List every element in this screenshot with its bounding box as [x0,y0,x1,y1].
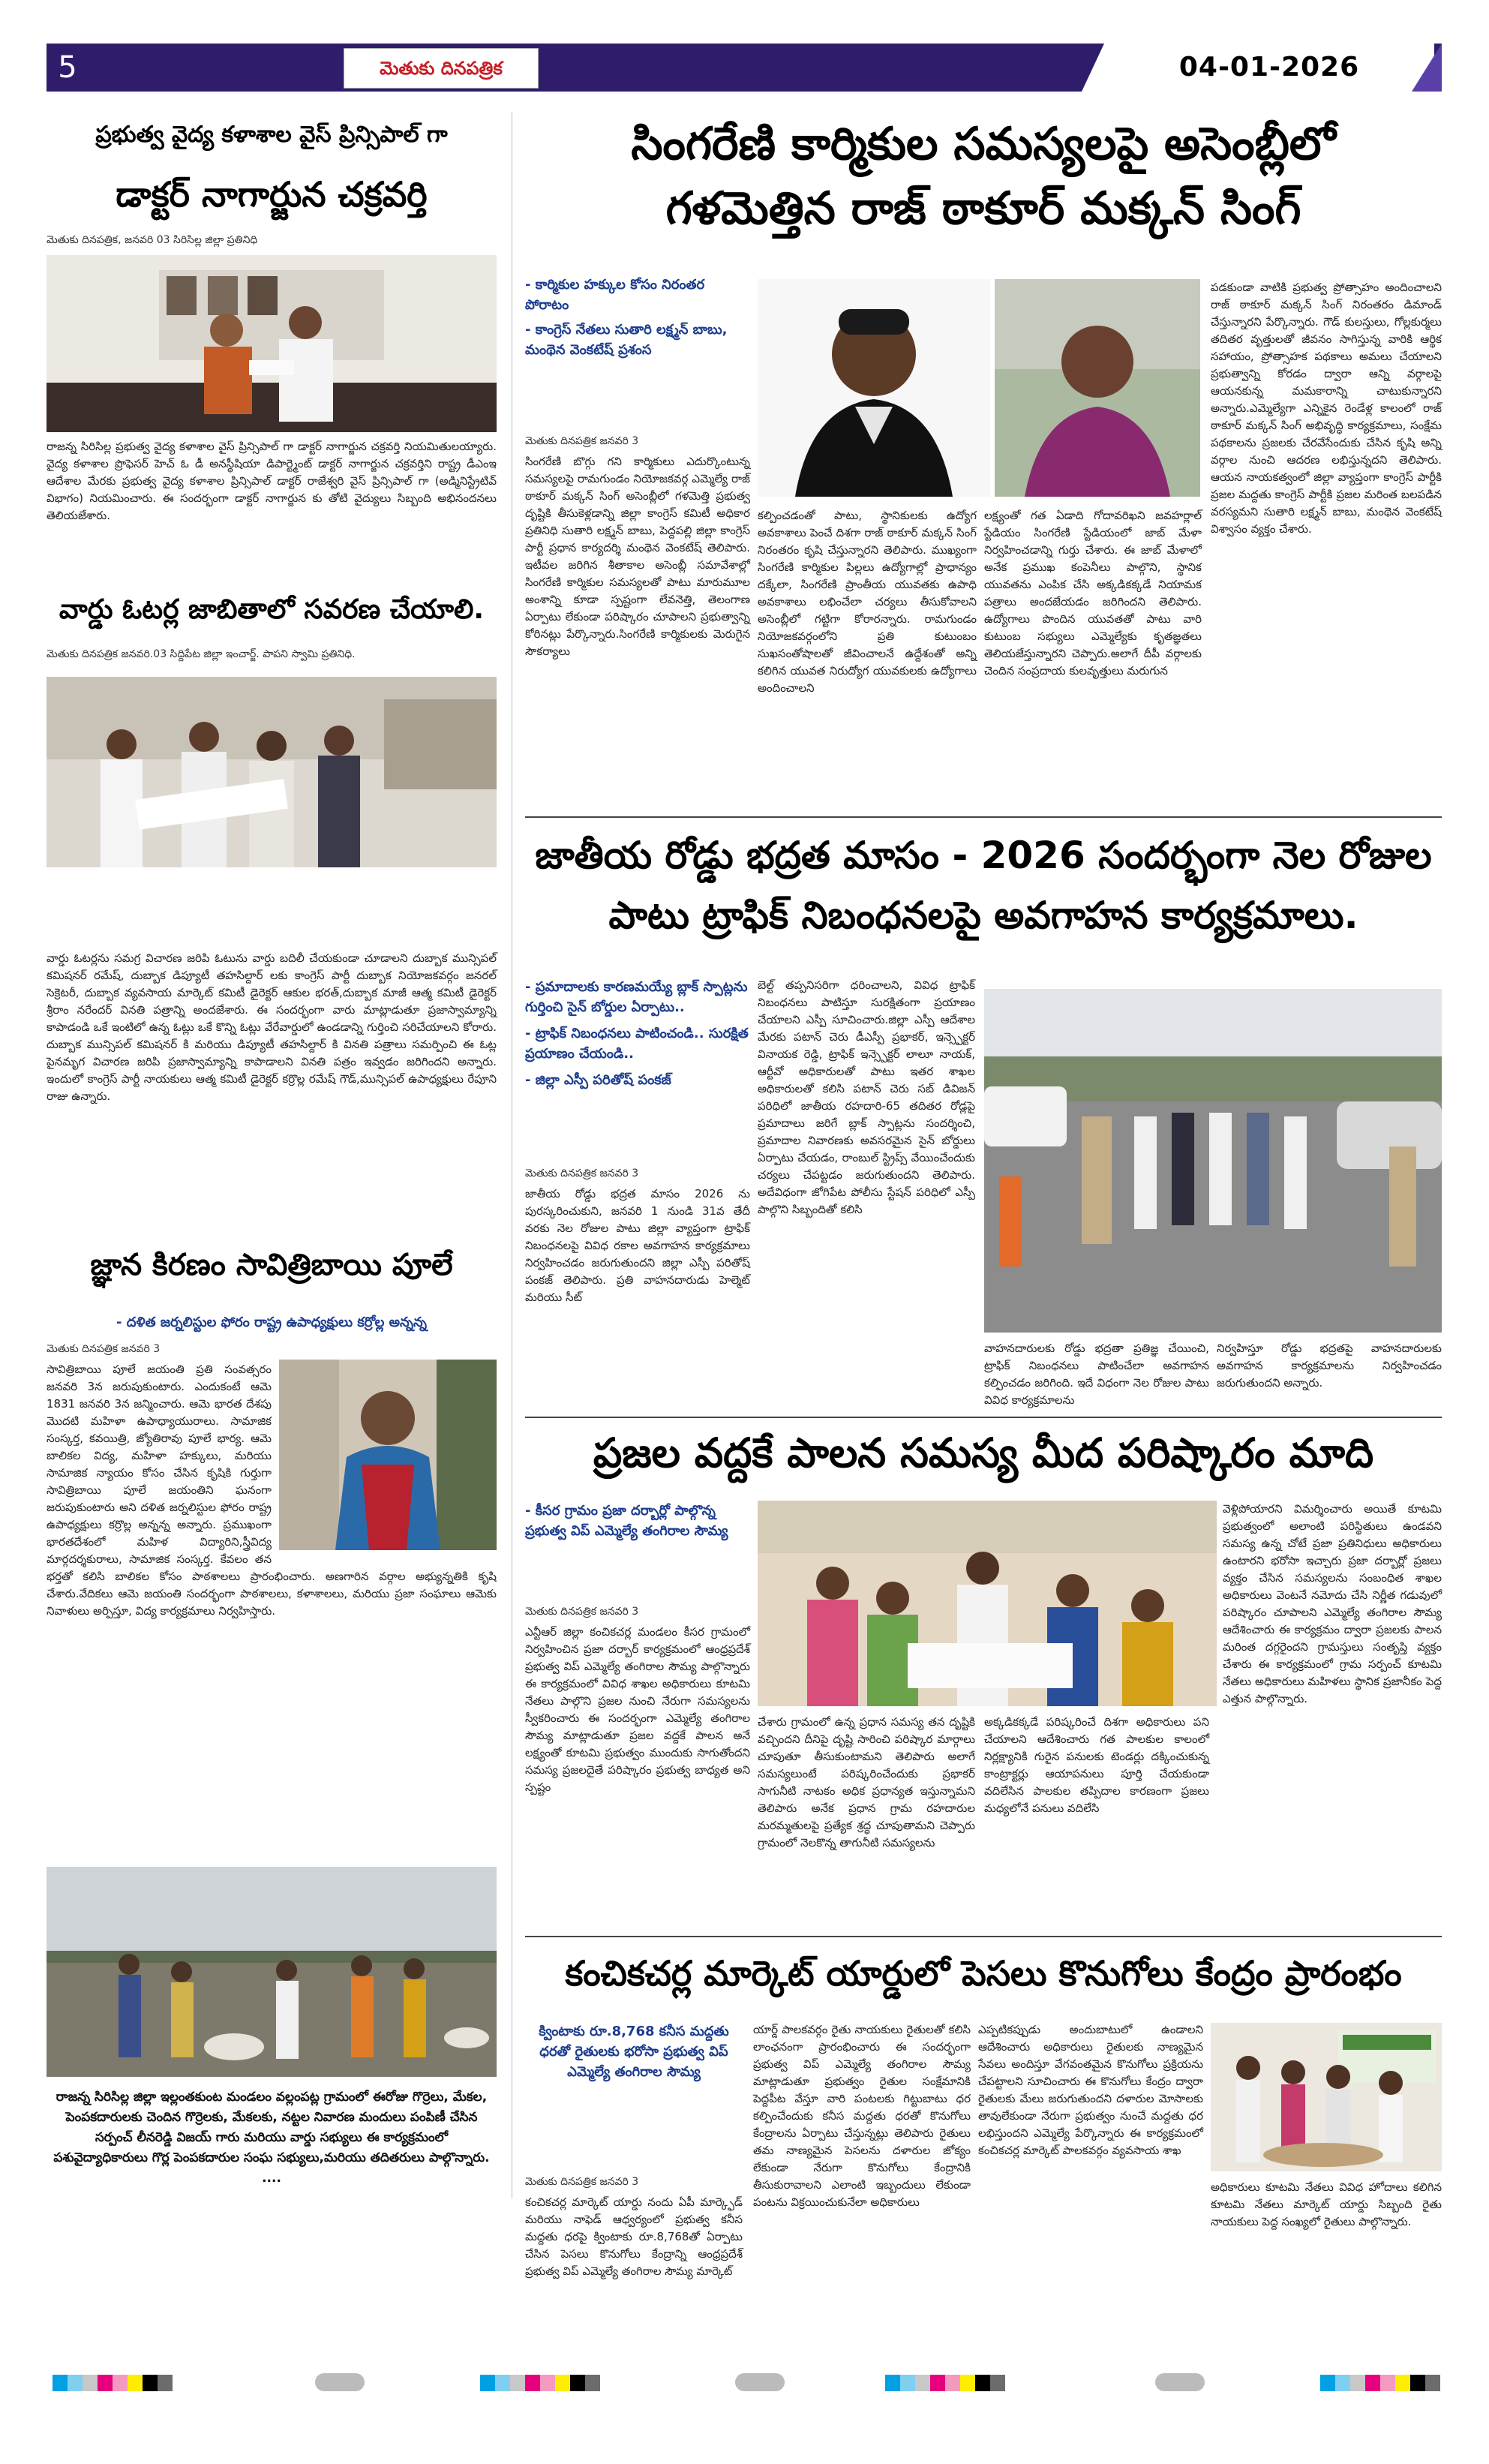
color-swatch [53,2375,68,2391]
road-col4: నిర్వహిస్తూ రోడ్డు భద్రతపై వాహనదారులకు అవగాహన కార్యక్రమాలను నిర్వహించడం జరుగుతుందని అన్నారు. [1217,1342,1442,1390]
palana-col4: వెళ్లిపోయారని విమర్శించారు అయితే కూటమి ప్రభుత్వంలో అలాంటి పరిస్థితులు ఉండవని సమస్య ఉన్న చోటే ప్రజా ప్రతినిధులు అధికారులు ఉంటారని భరోసా ఇచ్చారు ప్రజా దర్బార్లో ప్రజలు వ్యక్తం చేసిన సమస్యలను సంబంధిత శాఖల అధికారులు వెంటనే నమోదు చేసి నిర్ణీత గడువులో పరిష్కారం చూపాలని ఎమ్మెల్యే తంగిరాల సౌమ్య ఆదేశించారు ఈ కార్యక్రమం ద్వారా ప్రజలకు పాలన మరింత దగ్గరైందని గ్రామస్తులు సంతృప్తి వ్యక్తం చేశారు ఈ కార్యక్రమంలో గ్రామ సర్పంచ్ కూటమి నేతలు అధికారులు మహిళలు స్థానిక ప్రజానీకం పెద్ద ఎత్తున పాల్గొన్నారు. [1223,1502,1442,1705]
color-swatch [68,2375,83,2391]
road-col1: జాతీయ రోడ్డు భద్రత మాసం 2026 ను పురస్కరించుకుని, జనవరి 1 నుండి 31వ తేదీ వరకు నెల రోజుల పాటు జిల్లా వ్యాప్తంగా ట్రాఫిక్ నిబంధనలపై వివిధ రకాల అవగాహన కార్యక్రమాలు నిర్వహించడం జరుగుతుందని జిల్లా ఎస్పీ పరితోష్ పంకజ్ తెలిపారు. ప్రతి వాహనదారుడు హెల్మెట్ మరియు సీట్ [525,1187,750,1304]
color-swatch [83,2375,98,2391]
color-swatch [1380,2375,1395,2391]
road-photo [984,989,1442,1333]
palana-dateline: మెతుకు దినపత్రిక జనవరి 3 [525,1606,639,1618]
savitribai-photo-spacer [272,1361,497,1558]
market-bullets [525,2021,743,2082]
color-swatch [975,2375,990,2391]
singareni-photo-leader-illustration [995,279,1200,497]
color-swatch [128,2375,143,2391]
vp-headline-line1: ప్రభుత్వ వైద్య కళాశాల వైస్ ప్రిన్సిపాల్ గా [95,122,448,148]
singareni-headline-line2: గళమెత్తిన రాజ్ ఠాకూర్ మక్కన్ సింగ్ [665,182,1301,235]
section-rule-3 [525,1936,1442,1937]
singareni-bullets [525,275,750,360]
palana-col2: చేశారు గ్రామంలో ఉన్న ప్రధాన సమస్య తన దృష్టికి వచ్చిందని దీనిపై దృష్టి సారించి పరిష్కార మార్గాలు చూపుతూ తీసుకుంటామని తెలిపారు అలాగే సమస్యలుంటే పరిష్కరించేందుకు ప్రభాకర్ సాగునీటి నాటకం అధిక ప్రధాన్యత ఇస్తున్నామని తెలిపారు అనేక ప్రధాన గ్రామ రహదారుల మరమ్మతులపై ప్రత్యేక శ్రద్ధ చూపుతామని చెప్పారు గ్రామంలో నెలకొన్న తాగునీటి సమస్యలను [758,1715,975,1850]
market-col3: ఎప్పటికప్పుడు అందుబాటులో ఉండాలని ఆదేశించారు అధికారులు రైతులకు నాణ్యమైన సేవలు అందిస్తూ వేగవంతమైన కొనుగోలు ప్రక్రియను చేపట్టాలని సూచించారు ఈ కొనుగోలు కేంద్రం ద్వారా రైతులకు మేలు జరుగుతుందని దళారుల మోసాలకు తావులేకుండా నేరుగా ప్రభుత్వం నుంచే మద్దతు ధర లభిస్తుందని ఎమ్మెల్యే పేర్కొన్నారు ఈ కార్యక్రమంలో కంచికచర్ల మార్కెట్ పాలకవర్గం వ్యవసాయ శాఖ [978,2023,1203,2157]
road-bullet-2: - ట్రాఫిక్ నిబంధనలు పాటించండి.. సురక్షిత ప్రయాణం చేయండి.. [525,1026,749,1062]
palana-col3: అక్కడికక్కడే పరిష్కరించే దిశగా అధికారులు పని చేయాలని ఆదేశించారు గత పాలకుల కాలంలో నిర్లక్ష్యానికి గురైన పనులకు టెండర్లు దక్కించుకున్న కాంట్రాక్టర్లు ఆయాపనులు పూర్తి చేయకుండా వదిలేసిన పాలకుల తప్పిదాల కారణంగా ప్రజలు మధ్యలోనే పనులు వదిలేసి [984,1715,1209,1815]
singareni-col2: కల్పించడంతో పాటు, స్థానికులకు ఉద్యోగ అవకాశాలు పెంచే దిశగా రాజ్ ఠాకూర్ మక్కన్ సింగ్ నిరంతరం కృషి చేస్తున్నారని తెలిపారు. ముఖ్యంగా సింగరేణి కార్మికుల పిల్లలు ఉద్యోగాల్లో ప్రాధాన్యం దక్కేలా, సింగరేణి ప్రాంతీయ యువతకు ఉపాధి అవకాశాలు లభించేలా చర్యలు తీసుకోవాలని అసెంబ్లీలో గట్టిగా కోరారన్నారు. రామగుండం నియోజకవర్గంలోని ప్రతి కుటుంబం సుఖసంతోషాలతో జీవించాలనే ఉద్దేశంతో అన్ని కలిగిన యువత నిరుద్యోగ యువకులకు ఉద్యోగాలు అందించాలని [758,509,977,695]
color-swatch [1320,2375,1335,2391]
ward-photo-illustration [47,677,497,867]
market-headline: కంచికచర్ల మార్కెట్ యార్డులో పెసలు కొనుగోలు కేంద్రం ప్రారంభం [565,1953,1402,1994]
paper-logo [344,48,539,89]
savitribai-headline: జ్ఞాన కిరణం సావిత్రిబాయి పూలే [90,1248,453,1282]
paper-name: మెతుకు దినపత్రిక [380,58,503,79]
ward-photo [47,677,497,867]
singareni-headline-line1: సింగరేణి కార్మికుల సమస్యలపై అసెంబ్లీలో [631,118,1336,170]
palana-photo-illustration [758,1501,1217,1706]
palana-bullet-1: - కీసర గ్రామం ప్రజా దర్బార్లో పాల్గొన్న ప్రభుత్వ విప్ ఎమ్మెల్యే తంగిరాల సౌమ్య [525,1503,728,1539]
market-bullet-1: క్వింటాకు రూ.8,768 కనీస మద్దతు ధరతో రైతులకు భరోసా ప్రభుత్వ విప్ ఎమ్మెల్యే తంగిరాల సౌమ్య [539,2024,729,2080]
singareni-col4: పడకుండా వాటికి ప్రభుత్వ ప్రోత్సాహం అందించాలని రాజ్ ఠాకూర్ మక్కన్ సింగ్ నిరంతరం డిమాండ్ చేస్తున్నారని పేర్కొన్నారు. గౌడ్ కులస్తులు, గోల్లకుర్మలు తదితర వృత్తులతో జీవనం సాగిస్తున్న వారికి ఆర్థిక సహాయం, ప్రోత్సాహక పథకాలు అమలు చేయాలని ప్రభుత్వాన్ని కోరడం ద్వారా ఆన్ని వర్గాలపై ఆయనకున్న మమకారాన్ని చాటుకున్నారని అన్నారు.ఎమ్మెల్యేగా ఎన్నికైన రెండేళ్ల కాలంలో రాజ్ ఠాకూర్ మక్కన్ సింగ్ అభివృద్ధి కార్యక్రమాలు, సంక్షేమ పథకాలను ప్రజలకు చేరవేసేందుకు చేసిన కృషి అన్ని వర్గాల నుంచి ఆదరణ లభిస్తున్నదని తెలిపారు. ఆయన నాయకత్వంలో జిల్లా వ్యాప్తంగా కాంగ్రెస్ పార్టీకి ప్రజల మద్దతు కాంగ్రెస్ పార్టీకి ప్రజల మరింత బలపడిన వరస్యమని సుతారి లక్ష్మన్ బాబు, మంథెన వెంకటేష్ విశ్వాసం వ్యక్తం చేశారు. [1211,281,1442,536]
color-swatch [98,2375,113,2391]
road-col2: బెల్ట్ తప్పనిసరిగా ధరించాలని, వివిధ ట్రాఫిక్ నిబంధనలు పాటిస్తూ సురక్షితంగా ప్రయాణం చేయాలని ఎస్పీ సూచించారు.జిల్లా ఎస్పీ ఆదేశాల మేరకు పటాన్ చెరు డీఎస్పీ ప్రభాకర్, ఇన్స్పెక్టర్ వినాయక రెడ్డి, ట్రాఫిక్ ఇన్స్పెక్టర్ లాలూ నాయక్, ఆర్టీవో అధికారులతో పాటు ఇతర శాఖల అధికారులతో కలిసి పటాన్ చెరు సబ్ డివిజన్ పరిధిలో జాతీయ రహదారి-65 తదితర రోడ్లపై ప్రమాదాలు జరిగే బ్లాక్ స్పాట్లను సందర్శించి, ప్రమాదాల నివారణకు అవసరమైన సైన్ బోర్డులు ఏర్పాటు చేయడం, రాంబుల్ స్ట్రిప్స్ వేయించేందుకు చర్యలు చేపట్టడం జరుగుతుందని తెలిపారు. అదేవిధంగా జోగిపేట పోలీసు స్టేషన్ పరిధిలో ఎస్పీ పాల్గొని సిబ్బందితో కలిసి [758,978,975,1216]
market-field-photo-illustration [47,1867,497,2077]
color-swatch [555,2375,570,2391]
market-photo [1211,2023,1442,2171]
savitribai-body [47,1361,497,1871]
singareni-bullet-1: - కార్మికుల హక్కుల కోసం నిరంతర పోరాటం [525,277,705,313]
color-swatch [1425,2375,1440,2391]
road-photo-illustration [984,989,1442,1333]
palana-bullets [525,1501,750,1541]
singareni-col3: లక్ష్యంతో గత ఏడాది గోదావరిఖని జవహర్లాల్ స్టేడియం సింగరేణి స్టేడియంలో జాబ్ మేళా నిర్వహించడాన్ని గుర్తు చేశారు. ఈ జాబ్ మేళాలో అనేక ప్రముఖ కంపెనీలు పాల్గొని, స్థానిక యువతను ఎంపిక చేసి అక్కడికక్కడే నియామక పత్రాలు అందజేయడం జరిగిందని తెలిపారు. ఉద్యోగాలు పొందిన యువతతో పాటు వారి కుటుంబ సభ్యులు ఎమ్మెల్యేకు కృతజ్ఞతలు తెలియజేస్తున్నారని చెప్పారు.అలాగే దీపీ వర్గాలకు చెందిన సంప్రదాయ కులవృత్తులు మరుగున [984,509,1202,678]
singareni-bullet-2: - కాంగ్రెస్ నేతలు సుతారి లక్ష్మన్ బాబు, మంథెన వెంకటేష్ ప్రశంస [525,322,728,358]
section-rule-1 [525,816,1442,818]
color-swatch [1395,2375,1410,2391]
color-swatch [1335,2375,1350,2391]
road-headline-line1: జాతీయ రోడ్డు భద్రత మాసం - 2026 సందర్భంగా నెల రోజుల [535,834,1432,877]
singareni-photo-mla [758,279,990,497]
color-swatch [1410,2375,1425,2391]
ward-body: వార్డు ఓటర్లను సమగ్ర విచారణ జరిపి ఓటును వార్డు బదిలీ చేయకుండా చూడాలని దుబ్బాక మున్సిపల్ కమిషనర్ రమేష్, దుబ్బాక డిప్యూటీ తహసిల్దార్ లకు కాంగ్రెస్ పార్టీ దుబ్బాక నియోజకవర్గం జనరల్ సెక్రెటరీ, దుబ్బాక వ్యవసాయ మార్కెట్ కమిటీ డైరెక్టర్ ఆకుల భరత్,దుబ్బాక మాజీ ఆత్మ కమిటీ డైరెక్టర్ శ్రీరాం నరేందర్ వినతి పత్రాన్ని అందజేశారు. ఈ సందర్భంగా వారు మాట్లాడుతూ ప్రజాస్వామ్యాన్ని కాపాడండి ఒకే ఇంటిలో ఉన్న ఓట్లు ఒకే కొన్ని ఓట్లు వేరేవార్డులో ఉండడాన్ని గుర్తించి సరిచేయాలని కోరారు. దుబ్బాక మున్సిపల్ కమిషనర్ కి మరియు డిప్యూటీ తహసిల్దార్ కి వినతి పత్రాలు సమర్పించి ఈ ఓట్ల పైనమృగ విచారణ జరిపి ప్రజాస్వామ్యాన్ని కాపాడాలని వినతి పత్రం ఇవ్వడం జరిగిందని అన్నారు. ఇందులో కాంగ్రెస్ పార్టీ నాయకులు ఆత్మ కమిటీ డైరెక్టర్ కర్రొల్ల రమేష్ గౌడ్,మున్సిపల్ ఉపాధ్యక్షులు రేపూని రాజు ఉన్నారు. [47,951,497,1103]
color-swatch [1350,2375,1365,2391]
road-bullet-3: - జిల్లా ఎస్పీ పరితోష్ పంకజ్ [525,1072,671,1088]
color-swatch [480,2375,495,2391]
registration-pill [315,2373,365,2391]
color-swatch [945,2375,960,2391]
market-col1: కంచికచర్ల మార్కెట్ యార్డు నందు ఏపీ మార్క్ఫెడ్ మరియు నాఫెడ్ ఆధ్వర్యంలో ప్రభుత్వ కనీస మద్దతు ధరపై క్వింటాకు రూ.8,768తో ఏర్పాటు చేసిన పెసలు కొనుగోలు కేంద్రాన్ని ఆంధ్రప్రదేశ్ ప్రభుత్వ విప్ ఎమ్మెల్యే తంగిరాల సౌమ్య మార్కెట్ [525,2195,743,2278]
savitribai-subhead: - దళిత జర్నలిస్టుల ఫోరం రాష్ట్ర ఉపాధ్యక్షులు కర్రోల్ల అన్నన్న [116,1315,427,1330]
market-dateline: మెతుకు దినపత్రిక జనవరి 3 [525,2176,639,2188]
color-swatch [143,2375,158,2391]
road-col3: వాహనదారులకు రోడ్డు భద్రతా ప్రతిజ్ఞ చేయించి, ట్రాఫిక్ నిబంధనలు పాటించేలా అవగాహన కల్పించడం జరిగింది. ఇదే విధంగా నెల రోజుల పాటు వివిధ కార్యక్రమాలను [984,1342,1209,1407]
palana-photo [758,1501,1217,1706]
market-col4: అధికారులు కూటమి నేతలు వివిధ హోదాలు కలిగిన కూటమి నేతలు మార్కెట్ యార్డు సిబ్బంది రైతు నాయకులు పెద్ద సంఖ్యలో రైతులు పాల్గొన్నారు. [1211,2180,1442,2228]
road-bullet-1: - ప్రమాదాలకు కారణమయ్యే బ్లాక్ స్పాట్లను గుర్తించి సైన్ బోర్డుల ఏర్పాటు.. [525,979,748,1015]
color-swatch [915,2375,930,2391]
color-swatch [158,2375,173,2391]
ward-headline: వార్డు ఓటర్ల జాబితాలో సవరణ చేయాలి. [59,594,485,625]
color-swatch [525,2375,540,2391]
market-field-caption: రాజన్న సిరిసిల్ల జిల్లా ఇల్లంతకుంట మండలం వల్లంపట్ల గ్రామంలో ఈరోజు గొర్రెలు, మేకల, పెంపకదారులకు చెందిన గొర్రెలకు, మేకలకు, నట్టల నివారణ మందులు పంపిణీ చేసిన సర్పంచ్ లీనరెడ్డి విజయ్ గారు మరియు వార్డు సభ్యులు ఈ కార్యక్రమంలో పశువైద్యాధికారులు గొర్ల పెంపకదారుల సంఘ సభ్యులు,మరియు తదితరులు పాల్గొన్నారు. .... [53,2090,490,2186]
road-dateline: మెతుకు దినపత్రిక జనవరి 3 [525,1167,639,1179]
color-swatch [495,2375,510,2391]
issue-date: 04-01-2026 [1178,52,1360,83]
color-swatch [990,2375,1005,2391]
masthead [47,44,1442,92]
singareni-photo-mla-illustration [758,279,990,497]
road-headline-line2: పాటు ట్రాఫిక్ నిబంధనలపై అవగాహన కార్యక్రమాలు. [608,894,1358,937]
vp-photo-illustration [47,255,497,432]
singareni-dateline: మెతుకు దినపత్రిక జనవరి 3 [525,435,639,447]
vp-body: రాజన్న సిరిసిల్ల ప్రభుత్వ వైద్య కళాశాల వైస్ ప్రిన్సిపాల్ గా డాక్టర్ నాగార్జున చక్రవర్తి నియమితులయ్యారు. వైద్య కళాశాల ప్రొఫెసర్ హెచ్ ఓ డీ అనస్థీషియా డిపార్ట్మెంట్ డాక్టర్ నాగార్జున చక్రవర్తిని రాష్ట్ర డీఎంఇ ఆదేశాల మేరకు ప్రభుత్వ వైద్య కళాశాల ప్రిన్సిపాల్ డాక్టర్ రాజేశ్వరి వైస్ ప్రిన్సిపాల్ గా (అడ్మినిస్ట్రేటివ్ విభాగం) నియమించారు. ఈ సందర్భంగా డాక్టర్ నాగార్జున కు తోటి వైద్యులు సిబ్బంది అభినందనలు తెలియజేశారు. [47,440,497,522]
section-rule-2 [525,1417,1442,1418]
color-swatch [1365,2375,1380,2391]
savitribai-dateline: మెతుకు దినపత్రిక జనవరి 3 [47,1343,161,1355]
page-number: 5 [58,50,77,85]
color-swatch [113,2375,128,2391]
color-swatch [570,2375,585,2391]
color-swatch [510,2375,525,2391]
palana-col1: ఎన్టీఆర్ జిల్లా కంచికచర్ల మండలం కీసర గ్రామంలో నిర్వహించిన ప్రజా దర్బార్ కార్యక్రమంలో ఆంధ్రప్రదేశ్ ప్రభుత్వ విప్ ఎమ్మెల్యే తంగిరాల సౌమ్య పాల్గొన్నారు ఈ కార్యక్రమంలో వివిధ శాఖల అధికారులు కూటమి నేతలు పాల్గొని ప్రజల నుంచి నేరుగా సమస్యలను స్వీకరించారు ఈ సందర్భంగా ఎమ్మెల్యే తంగిరాల సౌమ్య మాట్లాడుతూ ప్రజల వద్దకే పాలన అనే లక్ష్యంతో కూటమి ప్రభుత్వం ముందుకు సాగుతోందని సమస్య ప్రజలదైతే పరిష్కారం ప్రభుత్వ బాధ్యత అని స్పష్టం [525,1625,750,1794]
market-field-photo [47,1867,497,2077]
savitribai-body-text: సావిత్రిబాయి పూలే జయంతి ప్రతి సంవత్సరం జనవరి 3న జరుపుకుంటారు. ఎందుకంటే ఆమె 1831 జనవరి 3న జన్మించారు. ఆమె భారత దేశపు మొదటి మహిళా ఉపాధ్యాయురాలు. సామాజిక సంస్కర్త, కవయిత్రి, జ్యోతిరావు పూలే భార్య. ఆమె బాలికల విద్య, మహిళా హక్కులు, మరియు సామాజిక న్యాయం కోసం చేసిన కృషికి గుర్తుగా సావిత్రిబాయి పూలే జయంతిని ఘనంగా జరుపుకుంటారు అని దళిత జర్నలిస్టుల ఫోరం రాష్ట్ర ఉపాధ్యక్షులు కర్రొల్ల అన్నన్న అన్నారు. ప్రముఖంగా భారతదేశంలో మహిళ విద్యారిని,స్త్రీవిద్య మార్గదర్శకురాలు, సామాజిక సంస్కర్త. కేవలం తన భర్తతో కలిసి బాలికల కోసం పాఠశాలలు ప్రారంభించారు. అణగారిన వర్గాల అభ్యున్నతికి కృషి చేశారు.వేదికలు ఆమె జయంతి సందర్భంగా పాఠశాలలు, కళాశాలలు, మరియు ప్రజా సంఘాలు ఆమెకు నివాళులు అర్పిస్తూ, విద్య కార్యక్రమాలు నిర్వహిస్తారు. [47,1363,497,1618]
vp-headline-line2: డాక్టర్ నాగార్జున చక్రవర్తి [116,174,428,215]
ward-dateline: మెతుకు దినపత్రిక జనవరి.03 సిద్దిపేట జిల్లా ఇంచార్జ్. పాపని స్వామి ప్రతినిధి. [47,648,356,660]
singareni-photo-leader [995,279,1200,497]
color-swatch [585,2375,600,2391]
color-swatch [885,2375,900,2391]
vp-photo [47,255,497,432]
color-swatch [540,2375,555,2391]
color-swatch [960,2375,975,2391]
color-swatch [900,2375,915,2391]
registration-pill [735,2373,785,2391]
palana-headline: ప్రజల వద్దకే పాలన సమస్య మీద పరిష్కారం మాది [593,1429,1374,1477]
registration-pill [1155,2373,1205,2391]
singareni-col1: సింగరేణి బొగ్గు గని కార్మికులు ఎదుర్కొంటున్న సమస్యలపై రామగుండం నియోజకవర్గ ఎమ్మెల్యే రాజ్ ఠాకూర్ మక్కన్ సింగ్ అసెంబ్లీలో గళమెత్తి ప్రభుత్వ దృష్టికి తీసుకెళ్లడాన్ని జిల్లా కాంగ్రెస్ కమిటీ అధికార ప్రతినిధి సుతారి లక్ష్మన్ బాబు, పెద్దపల్లి జిల్లా కాంగ్రెస్ పార్టీ ప్రధాన కార్యదర్శి మంథెన వెంకటేష్ తెలిపారు. ఇటీవల జరిగిన శీతాకాల అసెంబ్లీ సమావేశాల్లో సింగరేణి కార్మికుల సమస్యలతో పాటు మారుమూల అంశాన్ని కూడా స్పష్టంగా లేవనెత్తి, తెలంగాణ ఏర్పాటు లేకుండా పరిష్కారం చూపాలని ప్రభుత్వాన్ని కోరినట్లు పేర్కొన్నారు.సింగరేణి కార్మికులకు మెరుగైన సౌకర్యాలు [525,455,750,658]
road-bullets [525,977,750,1090]
color-swatch [930,2375,945,2391]
market-photo-illustration [1211,2023,1442,2171]
market-col2: యార్డ్ పాలకవర్గం రైతు నాయకులు రైతులతో కలిసి లాంఛనంగా ప్రారంభించారు ఈ సందర్భంగా ప్రభుత్వ విప్ ఎమ్మెల్యే తంగిరాల సౌమ్య మాట్లాడుతూ ప్రభుత్వం రైతుల సంక్షేమానికి పెద్దపీట వేస్తూ వారి పంటలకు గిట్టుబాటు ధర కల్పించేందుకు కనీస మద్దతు ధరతో కొనుగోలు కేంద్రాలను ఏర్పాటు చేస్తున్నట్లు తెలిపారు రైతులు తమ నాణ్యమైన పెసలను దళారుల జోక్యం లేకుండా నేరుగా కొనుగోలు కేంద్రానికి తీసుకురావాలని ఎలాంటి ఇబ్బందులు లేకుండా పంటను విక్రయించుకునేలా అధికారులు [753,2023,971,2209]
vp-dateline: మెతుకు దినపత్రిక, జనవరి 03 సిరిసిల్ల జిల్లా ప్రతినిధి [47,234,258,246]
